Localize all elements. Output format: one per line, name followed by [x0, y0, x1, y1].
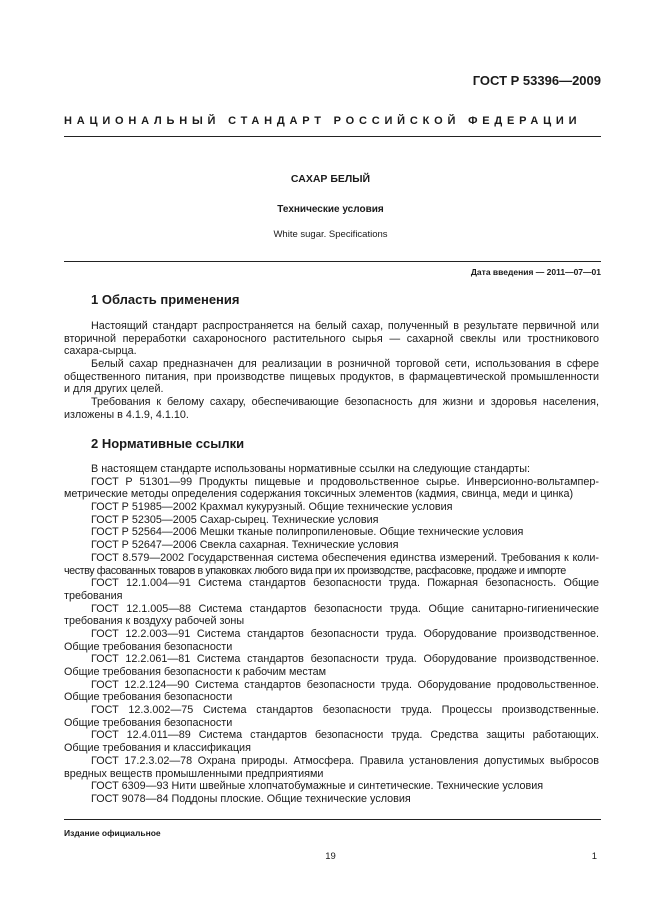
reference-line: требования к воздуху рабочей зоны [64, 615, 245, 628]
reference-line: ГОСТ 8.579—2002 Государственная система обеспечения единства измерений. Требования к коли- [91, 551, 599, 564]
reference-line: ГОСТ 12.4.011—89 Система стандартов безопасности труда. Средства защиты работающих. [91, 729, 599, 742]
reference-line: честву фасованных товаров в упаковках любого вида при их производстве, расфасовке, продаже и импорте [64, 564, 566, 577]
text-line: Требования к белому сахару, обеспечивающие безопасность для жизни и здоровья населения, [91, 396, 599, 409]
reference-line: Общие требования безопасности [64, 716, 233, 729]
text-line: сахара-сырца. [64, 345, 137, 358]
text-line: Белый сахар предназначен для реализации в розничной торговой сети, использования в сфере [91, 358, 599, 371]
reference-line: ГОСТ 12.2.061—81 Система стандартов безопасности труда. Оборудование производственное. [91, 653, 599, 666]
reference-line: ГОСТ Р 52647—2006 Свекла сахарная. Технические условия [91, 539, 399, 552]
reference-line: вредных веществ промышленными предприятиями [64, 767, 324, 780]
section-2-heading: 2 Нормативные ссылки [91, 436, 245, 451]
reference-line: ГОСТ 12.1.004—91 Система стандартов безопасности труда. Пожарная безопасность. Общие [91, 577, 599, 590]
text-line: общественного питания, при производстве пищевых продуктов, в фармацевтической промышленности [64, 370, 599, 383]
text-line: вторичной переработки сахароносного растительного сырья — сахарной свеклы или тростникового [64, 332, 599, 345]
national-standard-banner: НАЦИОНАЛЬНЫЙ СТАНДАРТ РОССИЙСКОЙ ФЕДЕРАЦИИ [64, 115, 582, 127]
section-2-body [64, 463, 599, 806]
reference-line: ГОСТ 12.1.005—88 Система стандартов безопасности труда. Общие санитарно-гигиенические [91, 602, 599, 615]
standard-title: САХАР БЕЛЫЙ [290, 173, 371, 185]
section-1-heading: 1 Область применения [91, 292, 240, 307]
text-line: изложены в 4.1.9, 4.1.10. [64, 408, 189, 421]
reference-line: ГОСТ 17.2.3.02—78 Охрана природы. Атмосфера. Правила установления допустимых выбросов [91, 754, 599, 767]
reference-line: требования [64, 589, 123, 602]
reference-line: ГОСТ 6309—93 Нити швейные хлопчатобумажные и синтетические. Технические условия [91, 780, 544, 793]
section-1-body [64, 320, 599, 422]
reference-line: ГОСТ 12.2.124—90 Система стандартов безопасности труда. Оборудование продовольственное. [91, 678, 599, 691]
top-divider [64, 136, 601, 137]
official-edition-label: Издание официальное [64, 828, 161, 838]
reference-line: метрические методы определения содержания токсичных элементов (кадмия, свинца, меди и цинка) [64, 488, 574, 501]
reference-line: ГОСТ Р 51985—2002 Крахмал кукурузный. Общие технические условия [91, 501, 453, 514]
text-line: и для других целей. [64, 383, 164, 396]
reference-line: Общие требования безопасности [64, 640, 233, 653]
text-line: Настоящий стандарт распространяется на белый сахар, полученный в результате первичной или [91, 320, 599, 332]
reference-line: Общие требования безопасности [64, 691, 233, 704]
standard-subtitle: Технические условия [277, 204, 384, 215]
document-number: ГОСТ Р 53396—2009 [472, 73, 601, 88]
title-divider [64, 261, 601, 262]
english-title: White sugar. Specifications [273, 229, 388, 240]
page-number-center: 19 [325, 851, 336, 862]
reference-line: ГОСТ Р 52564—2006 Мешки тканые полипропиленовые. Общие технические условия [91, 526, 524, 539]
introduction-date: Дата введения — 2011—07—01 [470, 267, 601, 277]
reference-line: ГОСТ Р 52305—2005 Сахар-сырец. Технические условия [91, 513, 379, 526]
reference-line: Общие требования и классификация [64, 742, 251, 755]
text-line: В настоящем стандарте использованы нормативные ссылки на следующие стандарты: [91, 463, 530, 475]
reference-line: ГОСТ 12.2.003—91 Система стандартов безопасности труда. Оборудование производственное. [91, 627, 599, 640]
reference-line: ГОСТ Р 51301—99 Продукты пищевые и продовольственное сырье. Инверсионно-вольтампер- [91, 475, 599, 488]
page-number-right: 1 [591, 851, 597, 862]
footer-divider [64, 819, 601, 820]
reference-line: ГОСТ 9078—84 Поддоны плоские. Общие технические условия [91, 792, 411, 805]
reference-line: Общие требования безопасности к рабочим местам [64, 666, 327, 678]
reference-line: ГОСТ 12.3.002—75 Система стандартов безопасности труда. Процессы производственные. [91, 704, 599, 717]
